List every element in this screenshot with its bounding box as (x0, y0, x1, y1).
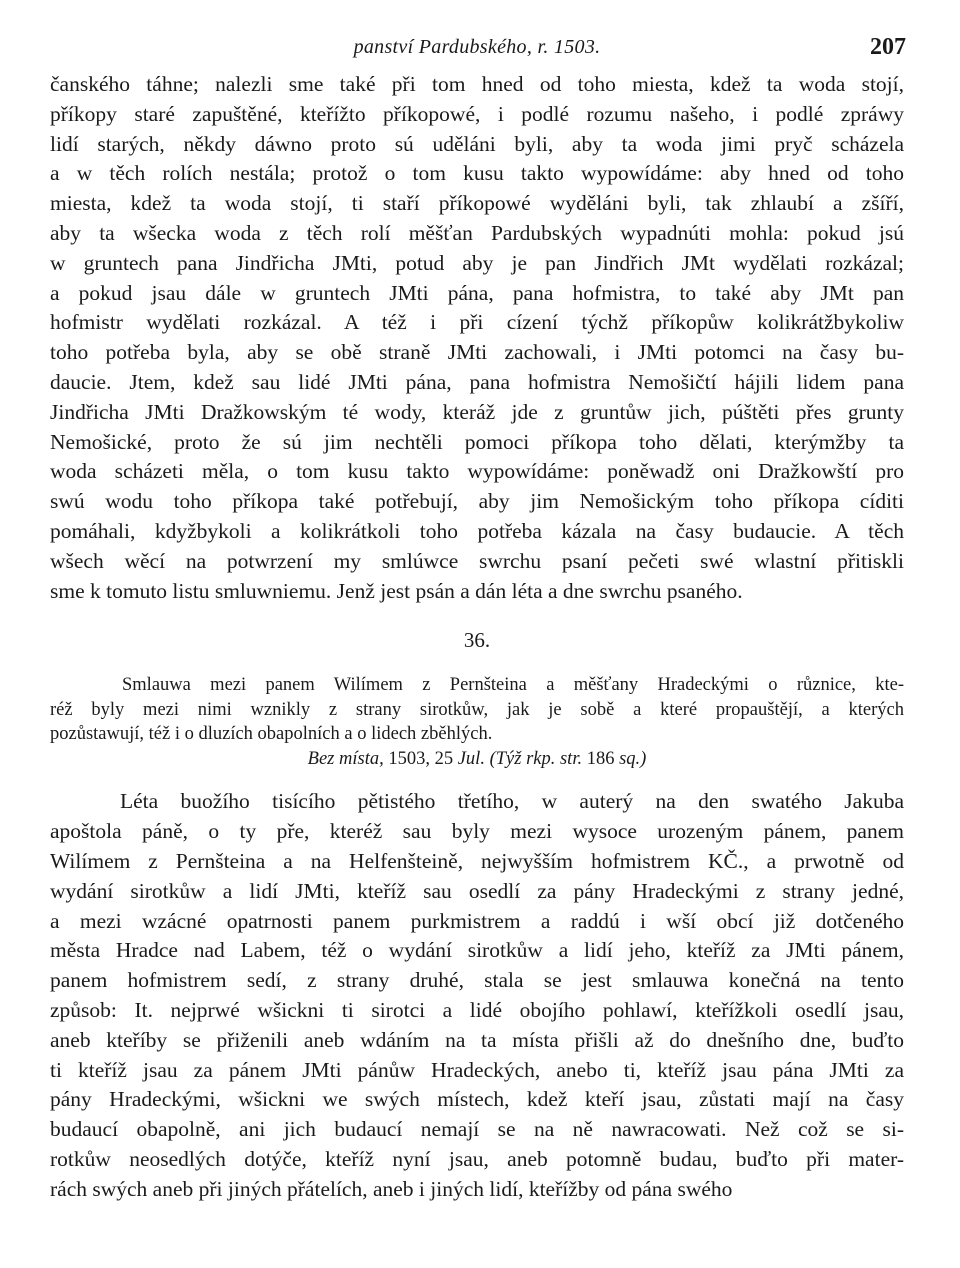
text-line: budaucí obapolně, ani jich budaucí nemají se na ně nawracowati. Než což se si- (50, 1117, 904, 1142)
text-line: Jindřicha JMti Dražkowským té wody, kteráž jde z gruntůw jich, púštěti přes grunty (50, 399, 904, 424)
text-line: wydání sirotkůw a lidí JMti, kteříž sau osedlí za pány Hradeckými z strany jedné, (50, 878, 904, 903)
text-line: woda scházeti měla, o tom kusu takto wypowídáme: poněwadž oni Dražkowští pro (50, 459, 904, 484)
text-line: pomáhali, kdyžbykoli a kolikrátkoli toho potřeba kázala na časy budaucie. A těch (50, 518, 904, 543)
text-line: aneb kteříby se přiženili aneb wdáním na ta místa přišli až do dnešního dne, buďto (50, 1027, 904, 1052)
text-line: apoštola páně, o ty pře, kteréž sau byly mezi wysoce urozeným pánem, panem (50, 819, 904, 844)
source-sq: sq.) (619, 748, 647, 769)
paragraph-continuation (50, 70, 904, 606)
source-date: 1503, 25 (383, 748, 458, 769)
text-line: rách swých aneb při jiných přátelích, aneb i jiných lidí, kteřížby od pána swého (50, 1176, 733, 1201)
text-line: způsob: It. nejprwé wšickni ti sirotci a lidé obojího pohlawí, kteřížkoli osedlí jsau, (50, 997, 904, 1022)
text-line: Wilímem z Pernšteina a na Helfenšteině, nejwyšším hofmistrem KČ., a prwotně od (50, 848, 904, 873)
text-line: réž byly mezi nimi wznikly z strany sirotkůw, jak je sobě a které propauštějí, a kterých (50, 699, 904, 720)
text-line: aby ta wšecka woda z těch rolí měšťan Pardubských wypadnúti mohla: pokud jsú (50, 220, 904, 245)
text-line: rotkůw neosedlých dotýče, kteříž nyní jsau, aneb potomně budau, buďto při mater- (50, 1146, 904, 1171)
text-line: čanského táhne; nalezli sme také při tom hned od toho miesta, kdež ta woda stojí, (50, 72, 904, 96)
page-header (50, 36, 904, 70)
source-citation (50, 747, 904, 772)
text-line: swú wodu toho příkopa také potřebují, aby jim Nemošickým toho příkopa cíditi (50, 489, 904, 514)
text-line: Léta buožího tisícího pětistého třetího, w auterý na den swatého Jakuba (120, 789, 904, 814)
text-line: hofmistr wydělati rozkázal. A též i při cízení týchž příkopůw kolikrátžbykoliw (50, 310, 904, 335)
text-line: příkopy staré zapuštěné, kteřížto příkopowé, i podlé rozumu našeho, i podlé zpráwy (50, 101, 904, 126)
text-line: pány Hradeckými, wšickni we swých místech, kdež kteří jsau, zůstati mají na časy (50, 1087, 904, 1112)
source-place: Bez místa, (307, 748, 384, 769)
running-head: panství Pardubského, r. 1503. (353, 36, 601, 58)
source-page: 186 (582, 748, 620, 769)
page-number: 207 (870, 34, 906, 60)
source-month: Jul. (457, 748, 485, 769)
text-line: Smlauwa mezi panem Wilímem z Pernšteina a měšťany Hradeckými o různice, kte- (122, 675, 904, 696)
text-line: a pokud jsau dále w gruntech JMti pána, pana hofmistra, to také aby JMt pan (50, 280, 904, 305)
text-line: pozůstawují, též i o dluzích obapolních a o lidech zběhlých. (50, 724, 493, 745)
document-summary (50, 673, 904, 747)
source-ref: (Týž rkp. str. (484, 748, 583, 769)
text-line: wšech wěcí na potwrzení my smlúwce swrchu psaní pečeti swé wlastní přitiskli (50, 548, 904, 573)
text-line: miesta, kdež ta woda stojí, ti staří příkopowé wyděláni byli, tak zhlaubí a zšíří, (50, 191, 904, 216)
text-line: w gruntech pana Jindřicha JMti, potud aby je pan Jindřich JMt wydělati rozkázal; (50, 250, 904, 275)
text-line: panem hofmistrem sedí, z strany druhé, stala se jest smlauwa konečná na tento (50, 968, 904, 993)
text-line: ti kteříž jsau za pánem JMti pánůw Hradeckých, anebo ti, kteříž jsau pána JMti za (50, 1057, 904, 1082)
text-line: sme k tomuto listu smluwniemu. Jenž jest psán a dán léta a dne swrchu psaného. (50, 578, 743, 603)
document-text (50, 787, 904, 1204)
text-line: a mezi wzácné opatrnosti panem purkmistrem a raddú i wší obcí již dotčeného (50, 908, 904, 933)
text-line: a w těch rolích nestála; protož o tom kusu takto wypowídáme: aby hned od toho (50, 161, 904, 186)
text-line: Nemošické, proto že sú jim nechtěli pomoci příkopa toho dělati, kterýmžby ta (50, 429, 904, 454)
text-line: daucie. Jtem, kdež sau lidé JMti pána, pana hofmistra Nemošičtí hájili lidem pana (50, 369, 904, 394)
text-line: lidí starých, někdy dáwno proto sú uděláni byli, aby ta woda jimi pryč scházela (50, 131, 904, 156)
text-line: toho potřeba byla, aby se obě straně JMti zachowali, i JMti potomci na časy bu- (50, 340, 904, 365)
document-number: 36. (463, 628, 491, 653)
text-line: města Hradce nad Labem, též o wydání sirotkůw a lidí jeho, kteříž za JMti pánem, (50, 938, 904, 963)
